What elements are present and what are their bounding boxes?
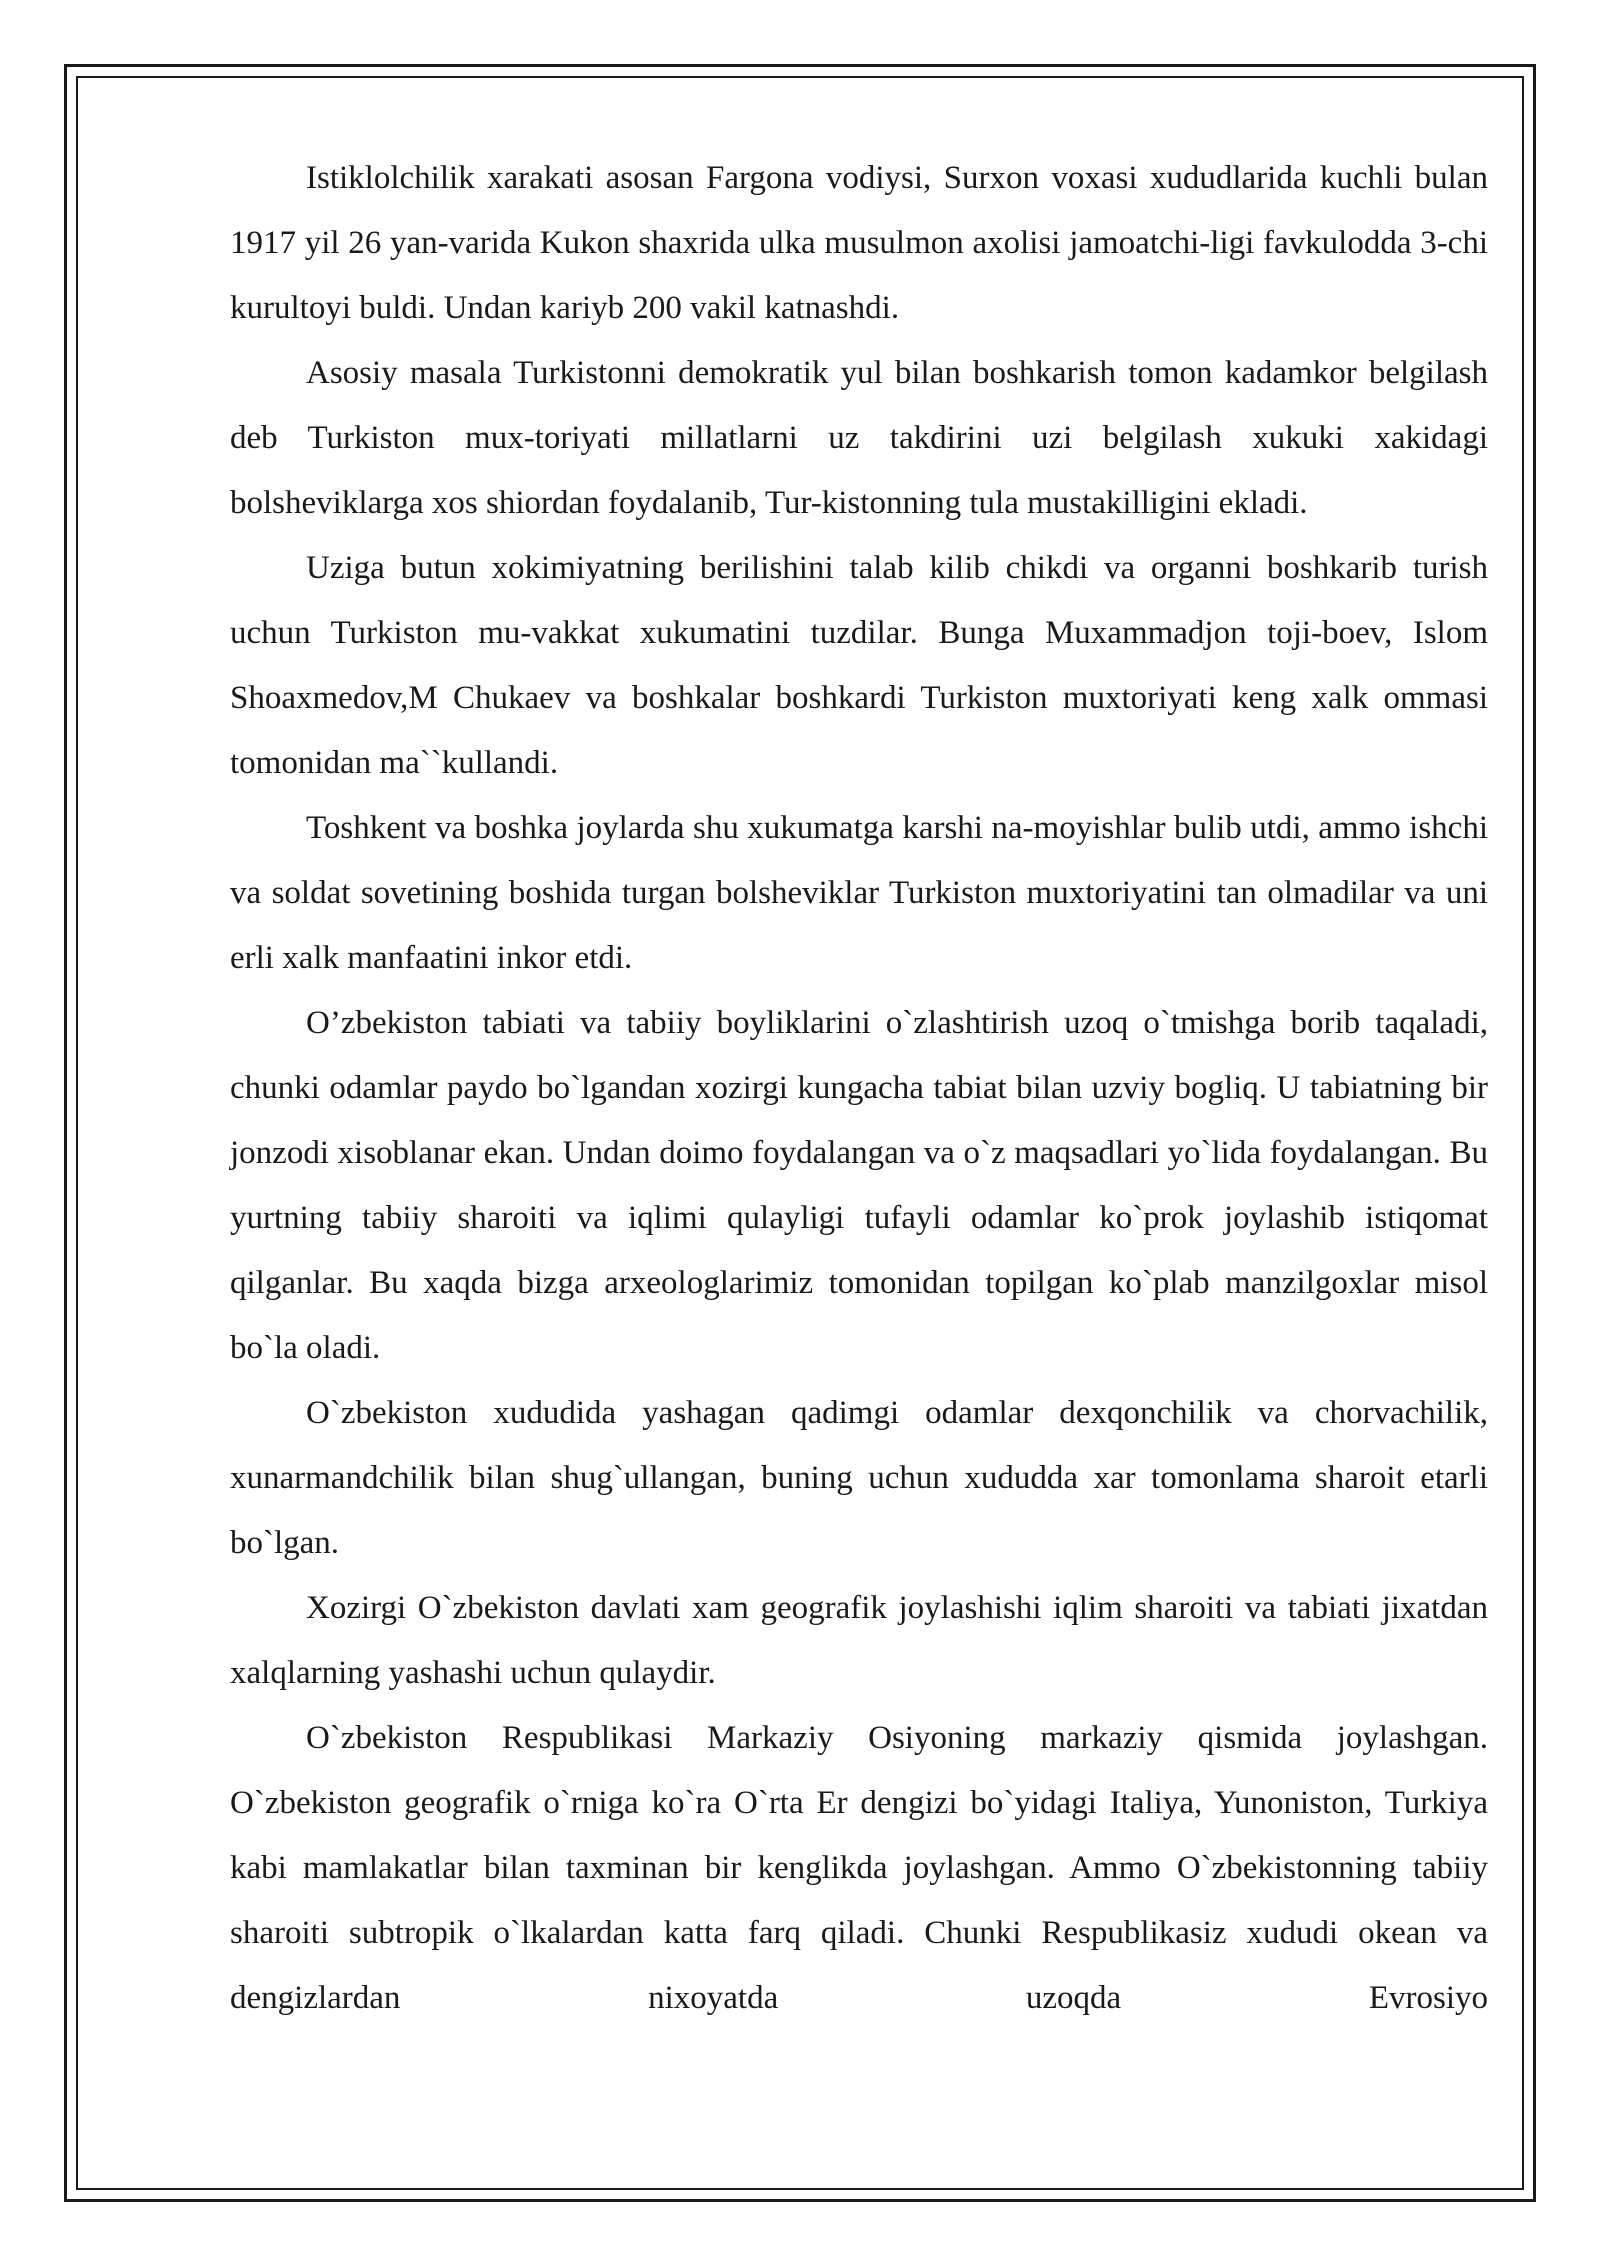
paragraph: Uziga butun xokimiyatning berilishini talab kilib chikdi va organni boshkarib turish uchun Turkiston mu-vakkat xukumatini tuzdilar. Bunga Muxammadjon toji-boev, Islom Shoaxmedov,M Chukaev va boshkalar boshkardi Turkiston muxtoriyati keng xalk ommasi tomonidan ma``kullandi.: [230, 550, 1488, 781]
paragraph: O`zbekiston Respublikasi Markaziy Osiyoning markaziy qismida joylashgan. O`zbekiston geografik o`rniga ko`ra O`rta Er dengizi bo`yidagi Italiya, Yunoniston, Turkiya kabi mamlakatlar bilan taxminan bir kenglikda joylashgan. Ammo O`zbekistonning tabiiy sharoiti subtropik o`lkalardan katta farq qiladi. Chunki Respublikasiz xududi okean va dengizlardan nixoyatda uzoqda Evrosiyo: [230, 1720, 1488, 2016]
paragraph: Asosiy masala Turkistonni demokratik yul bilan boshkarish tomon kadamkor belgilash deb Turkiston mux-toriyati millatlarni uz takdirini uzi belgilash xukuki xakidagi bolsheviklarga xos shiordan foydalanib, Tur-kistonning tula mustakilligini ekladi.: [230, 355, 1488, 521]
paragraph: Xozirgi O`zbekiston davlati xam geografik joylashishi iqlim sharoiti va tabiati jixatdan xalqlarning yashashi uchun qulaydir.: [230, 1590, 1488, 1691]
paragraph: Istiklolchilik xarakati asosan Fargona vodiysi, Surxon voxasi xududlarida kuchli bulan 1917 yil 26 yan-varida Kukon shaxrida ulka musulmon axolisi jamoatchi-ligi favkulodda 3-chi kurultoyi buldi. Undan kariyb 200 vakil katnashdi.: [230, 160, 1488, 326]
paragraph: Toshkent va boshka joylarda shu xukumatga karshi na-moyishlar bulib utdi, ammo ishchi va soldat sovetining boshida turgan bolsheviklar Turkiston muxtoriyatini tan olmadilar va uni erli xalk manfaatini inkor etdi.: [230, 810, 1488, 976]
document-body: [230, 146, 1488, 2031]
paragraph: O`zbekiston xududida yashagan qadimgi odamlar dexqonchilik va chorvachilik, xunarmandchilik bilan shug`ullangan, buning uchun xududda xar tomonlama sharoit etarli bo`lgan.: [230, 1395, 1488, 1561]
paragraph: O’zbekiston tabiati va tabiiy boyliklarini o`zlashtirish uzoq o`tmishga borib taqaladi, chunki odamlar paydo bo`lgandan xozirgi kungacha tabiat bilan uzviy bogliq. U tabiatning bir jonzodi xisoblanar ekan. Undan doimo foydalangan va o`z maqsadlari yo`lida foydalangan. Bu yurtning tabiiy sharoiti va iqlimi qulayligi tufayli odamlar ko`prok joylashib istiqomat qilganlar. Bu xaqda bizga arxeologlarimiz tomonidan topilgan ko`plab manzilgoxlar misol bo`la oladi.: [230, 1005, 1488, 1366]
